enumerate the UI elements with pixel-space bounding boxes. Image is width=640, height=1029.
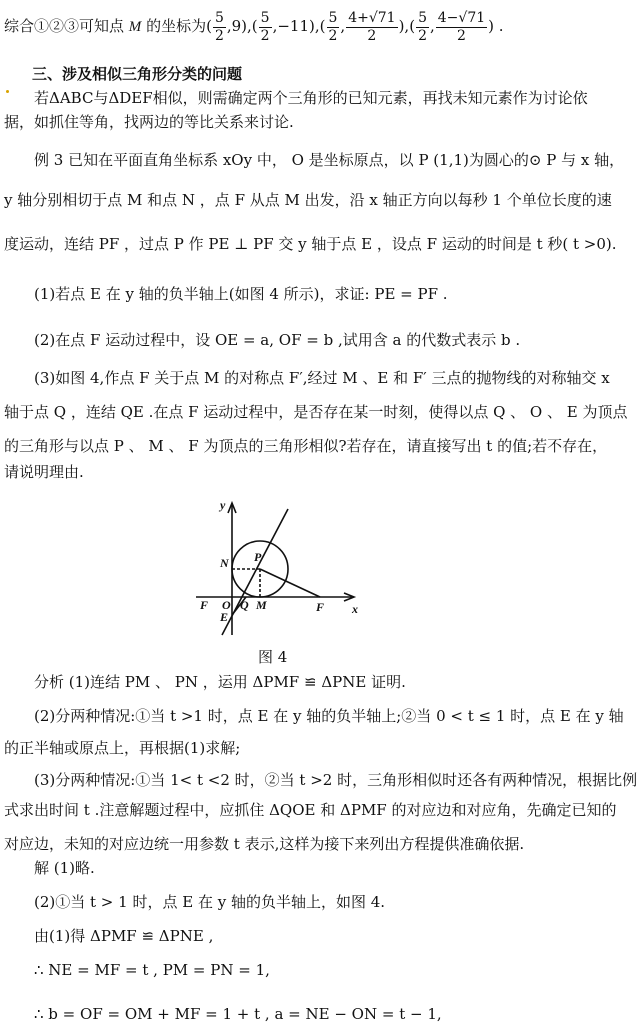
label-f-left: F [200, 598, 209, 612]
fraction-2: $\frac{5}{2}$ [260, 9, 270, 44]
example-line-1: 例 3 已知在平面直角坐标系 xOy 中， O 是坐标原点，以 P (1,1)为圆心的⊙ P 与 x 轴， [34, 151, 625, 169]
analysis-line-6: 对应边，未知的对应边统一用参数 t 表示,这样为接下来列出方程提供准确依据. [4, 835, 525, 853]
question-1: (1)若点 E 在 y 轴的负半轴上(如图 4 所示)，求证: PE = PF . [34, 285, 448, 303]
fraction-6: $\frac{4-√71}{2}$ [437, 9, 486, 44]
solution-line-5: ∴ b = OF = OM + MF = 1 + t , a = NE − ON = t − 1, [34, 1005, 442, 1023]
coordinates-line: 综合①②③可知点 M 的坐标为( $\frac{5}{2}$ ,9),( $\frac{5}{2}$ ,−11),( $\frac{5}{2}$ , $\frac{4+√71}{2}$ ),( $\frac{5}{2}$ , $\frac{4-√71}{2}$ ) . [4, 9, 504, 44]
label-f-right: F [316, 600, 325, 614]
analysis-line-5: 式求出时间 t .注意解题过程中，应抓住 ΔQOE 和 ΔPMF 的对应边和对应角，先确定已知的 [4, 801, 617, 819]
figure-caption: 图 4 [258, 648, 288, 666]
question-2: (2)在点 F 运动过程中，设 OE = a, OF = b ,试用含 a 的代数式表示 b . [34, 331, 521, 349]
example-line-3: 度运动，连结 PF ，过点 P 作 PE ⊥ PF 交 y 轴于点 E ，设点 F 运动的时间是 t 秒( t >0). [4, 235, 617, 253]
coord-sep-3: ),( [398, 17, 416, 35]
fraction-4: $\frac{4+√71}{2}$ [348, 9, 396, 44]
figure-4 [192, 497, 362, 637]
segment-pf [260, 569, 320, 597]
label-n: N [220, 556, 229, 570]
point-m: M [128, 19, 142, 35]
example-line-2: y 轴分别相切于点 M 和点 N ，点 F 从点 M 出发，沿 x 轴正方向以每秒 1 个单位长度的速 [4, 191, 612, 209]
label-q: Q [240, 598, 249, 612]
intro-line-1: 若ΔABC与ΔDEF相似，则需确定两个三角形的已知元素，再找未知元素作为讨论依 [34, 89, 588, 107]
label-e: E [220, 610, 229, 624]
solution-line-1: 解 (1)略. [34, 859, 95, 877]
question-3-line-3: 的三角形与以点 P 、 M 、 F 为顶点的三角形相似?若存在，请直接写出 t 的值;若不存在， [4, 437, 608, 455]
analysis-line-2: (2)分两种情况:①当 t >1 时，点 E 在 y 轴的负半轴上;②当 0 < t ≤ 1 时，点 E 在 y 轴 [34, 707, 624, 725]
label-m: M [256, 598, 267, 612]
question-3-line-4: 请说明理由. [4, 463, 84, 481]
coordinates-mid: 的坐标为 [146, 17, 207, 35]
label-o: O [222, 598, 231, 612]
fraction-5: $\frac{5}{2}$ [418, 9, 427, 44]
solution-line-2: (2)①当 t > 1 时，点 E 在 y 轴的负半轴上，如图 4. [34, 893, 386, 911]
coord-sep-1: ,9),( [226, 17, 258, 35]
coord-sep-4: ) . [488, 17, 504, 35]
coord-sep-2: ,−11),( [272, 17, 326, 35]
fraction-3: $\frac{5}{2}$ [328, 9, 338, 44]
label-x: x [352, 602, 358, 616]
coordinates-prefix: 综合①②③可知点 [4, 17, 125, 35]
solution-line-3: 由(1)得 ΔPMF ≌ ΔPNE , [34, 927, 214, 945]
label-y: y [220, 498, 226, 512]
question-3-line-1: (3)如图 4,作点 F 关于点 M 的对称点 F′,经过 M 、E 和 F′ 三点的抛物线的对称轴交 x [34, 369, 610, 387]
label-p: P [254, 550, 262, 564]
section-title: 三、涉及相似三角形分类的问题 [32, 65, 243, 83]
intro-line-2: 据，如抓住等角，找两边的等比关系来讨论. [4, 113, 294, 131]
bullet-dot [6, 90, 9, 93]
analysis-line-1: 分析 (1)连结 PM 、 PN ，运用 ΔPMF ≌ ΔPNE 证明. [34, 673, 406, 691]
fraction-1: $\frac{5}{2}$ [214, 9, 224, 44]
solution-line-4: ∴ NE = MF = t , PM = PN = 1, [34, 961, 270, 979]
analysis-line-3: 的正半轴或原点上，再根据(1)求解; [4, 739, 241, 757]
question-3-line-2: 轴于点 Q ，连结 QE .在点 F 运动过程中，是否存在某一时刻，使得以点 Q 、 O 、 E 为顶点 [4, 403, 628, 421]
analysis-line-4: (3)分两种情况:①当 1< t <2 时，②当 t >2 时，三角形相似时还各有两种情况，根据比例 [34, 771, 638, 789]
